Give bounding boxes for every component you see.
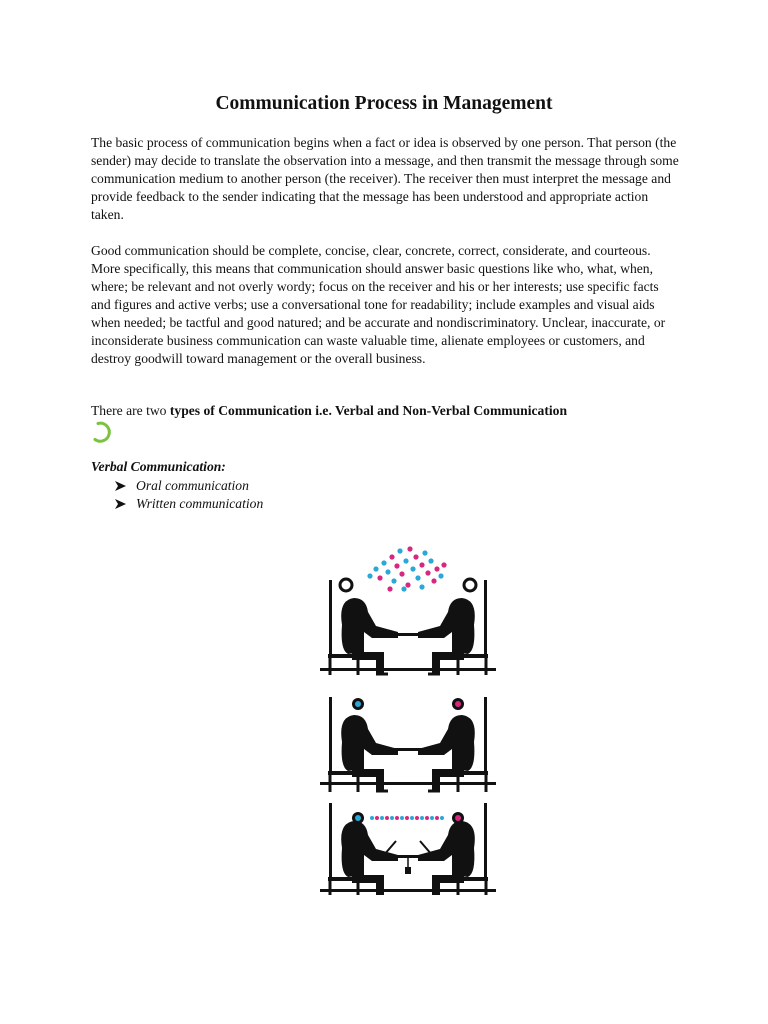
verbal-communication-heading: Verbal Communication:: [91, 459, 226, 474]
list-item: [114, 495, 263, 513]
paragraph-communication-process: The basic process of communication begins when a fact or idea is observed by one person. That person (the sender) may decide to translate the observation into a message, and then transmit the message through some communication medium to another person (the receiver). The receiver then must interpret the message and provide feedback to the sender indicating that the message has been understood and appropriate action taken.: [91, 135, 679, 222]
scene-writing: [320, 697, 496, 792]
scene-digital: [320, 803, 496, 895]
list-item-label: Written communication: [136, 496, 264, 511]
types-bold-text: types of Communication i.e. Verbal and Non-Verbal Communication: [169, 403, 568, 418]
arrowhead-bullet-icon: [114, 480, 128, 492]
list-item: [114, 477, 263, 495]
list-item-label: Oral communication: [136, 478, 249, 493]
verbal-communication-list: [114, 477, 263, 513]
paragraph-good-communication: Good communication should be complete, concise, clear, concrete, correct, considerate, and courteous. More specifically, this means that communication should answer basic questions like who, what, when, where; be relevant and not overly wordy; focus on the receiver and his or her interests; use specific facts and figures and active verbs; use a conversational tone for readability; include examples and visual aids when needed; be tactful and good natured; and be accurate and nondiscriminatory. Unclear, inaccurate, or inconsiderate business communication can waste valuable time, alienate employees or customers, and destroy goodwill toward management or the overall business.: [91, 243, 666, 366]
scene-conversation: [320, 546, 496, 675]
word-cloud: [367, 546, 446, 591]
loading-spinner-icon: [92, 421, 114, 443]
data-stream: [370, 816, 444, 820]
communication-illustration: [318, 545, 498, 895]
arrowhead-bullet-icon: [114, 498, 128, 510]
page-title: Communication Process in Management: [215, 93, 553, 114]
paragraph-types-of-communication: [91, 402, 679, 420]
types-prefix-text: There are two: [91, 403, 170, 418]
